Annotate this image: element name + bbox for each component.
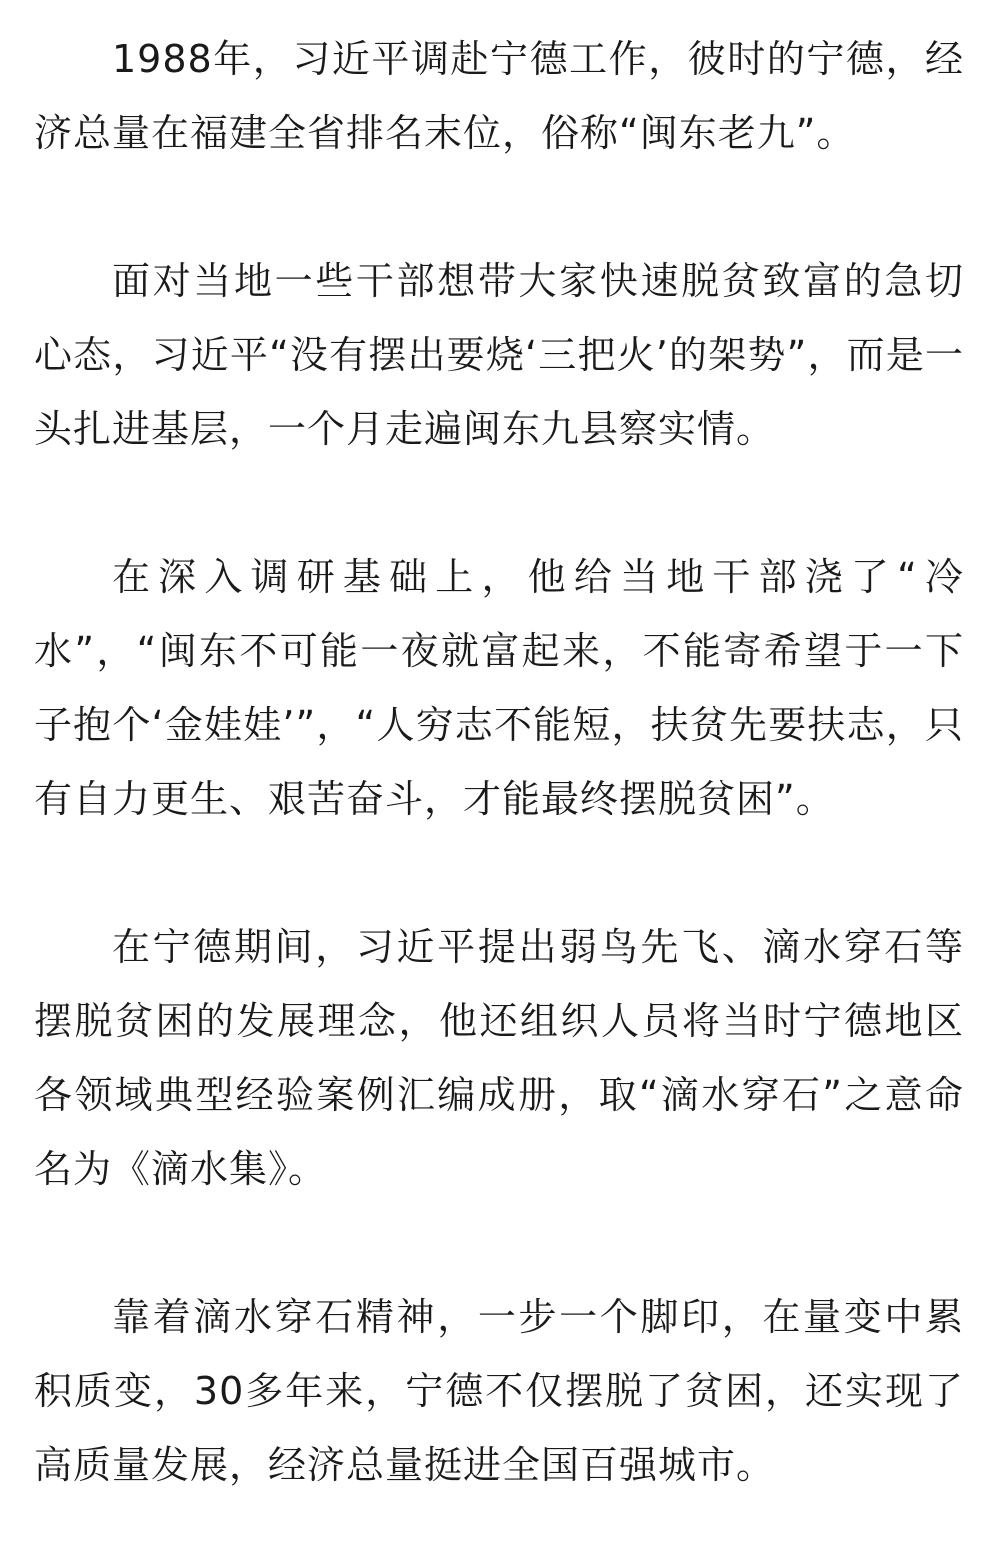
paragraph-5: 靠着滴水穿石精神，一步一个脚印，在量变中累积质变，30多年来，宁德不仅摆脱了贫困，还实现了高质量发展，经济总量挺进全国百强城市。 [34, 1295, 964, 1487]
article-body [34, 22, 964, 1502]
paragraph-3: 在深入调研基础上，他给当地干部浇了“冷水”，“闽东不可能一夜就富起来，不能寄希望于一下子抱个‘金娃娃’”，“人穷志不能短，扶贫先要扶志，只有自力更生、艰苦奋斗，才能最终摆脱贫困”。 [34, 555, 964, 821]
paragraph-4: 在宁德期间，习近平提出弱鸟先飞、滴水穿石等摆脱贫困的发展理念，他还组织人员将当时宁德地区各领域典型经验案例汇编成册，取“滴水穿石”之意命名为《滴水集》。 [34, 925, 964, 1191]
paragraph-1: 1988年，习近平调赴宁德工作，彼时的宁德，经济总量在福建全省排名末位，俗称“闽东老九”。 [34, 37, 964, 155]
paragraph-2: 面对当地一些干部想带大家快速脱贫致富的急切心态，习近平“没有摆出要烧‘三把火’的架势”，而是一头扎进基层，一个月走遍闽东九县察实情。 [34, 259, 964, 451]
